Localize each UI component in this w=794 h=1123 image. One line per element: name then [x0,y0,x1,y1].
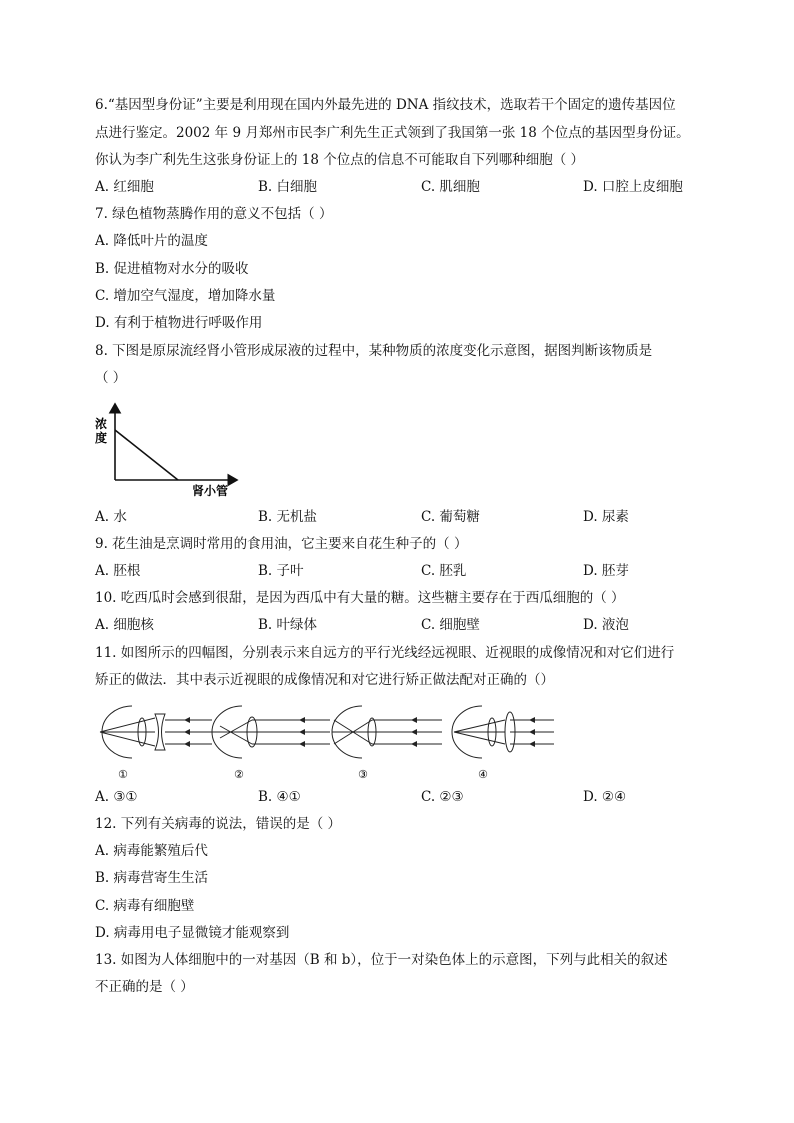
q8-stem-line-1: 8. 下图是原尿流经肾小管形成尿液的过程中，某种物质的浓度变化示意图，据图判断该物质是 [95,343,653,359]
figure-label-2: ② [234,768,244,781]
q7-option-a: A. 降低叶片的温度 [95,233,208,249]
q6-option-b: B. 白细胞 [258,179,318,195]
q10-option-b: B. 叶绿体 [258,617,318,633]
q12-stem: 12. 下列有关病毒的说法，错误的是（ ） [95,816,342,832]
q6-option-c: C. 肌细胞 [421,179,480,195]
q11-eye-diagrams [92,696,562,782]
q10-option-d: D. 液泡 [583,617,629,633]
eye-diagram-1 [100,706,212,758]
graph-ylabel-top: 浓 [95,417,108,431]
q11-option-b: B. ④① [258,789,301,805]
graph-ylabel-bottom: 度 [95,431,108,445]
q7-stem: 7. 绿色植物蒸腾作用的意义不包括（ ） [95,206,333,222]
q12-option-d: D. 病毒用电子显微镜才能观察到 [95,925,290,941]
q7-option-c: C. 增加空气湿度，增加降水量 [95,288,276,304]
q7-option-d: D. 有利于植物进行呼吸作用 [95,315,263,331]
q8-option-c: C. 葡萄糖 [421,509,480,525]
q9-option-a: A. 胚根 [95,563,141,579]
q10-stem: 10. 吃西瓜时会感到很甜，是因为西瓜中有大量的糖。这些糖主要存在于西瓜细胞的（ ） [95,590,625,606]
figure-label-4: ④ [478,768,488,781]
q9-option-b: B. 子叶 [258,563,304,579]
q6-stem-line-1: 6.“基因型身份证”主要是利用现在国内外最先进的 DNA 指纹技术，选取若干个固定的遗传基因位 [95,97,676,113]
q12-option-c: C. 病毒有细胞壁 [95,898,195,914]
q9-option-c: C. 胚乳 [421,563,467,579]
q11-option-a: A. ③① [95,789,138,805]
q9-option-d: D. 胚芽 [583,563,629,579]
q6-stem-line-2: 点进行鉴定。2002 年 9 月郑州市民李广利先生正式领到了我国第一张 18 个位点的基因型身份证。 [95,125,690,141]
eye-diagram-4 [452,706,554,758]
q12-option-b: B. 病毒营寄生生活 [95,870,209,886]
q13-stem-line-2: 不正确的是（ ） [95,979,194,995]
q10-option-c: C. 细胞壁 [421,617,480,633]
q8-option-d: D. 尿素 [583,509,629,525]
q8-concentration-graph [92,398,252,502]
eye-diagram-3 [332,706,442,758]
q11-stem-line-1: 11. 如图所示的四幅图，分别表示来自远方的平行光线经远视眼、近视眼的成像情况和对它们进行 [95,645,675,661]
q10-option-a: A. 细胞核 [95,617,154,633]
q8-option-b: B. 无机盐 [258,509,318,525]
graph-xlabel: 肾小管 [192,484,229,498]
q13-stem-line-1: 13. 如图为人体细胞中的一对基因（B 和 b），位于一对染色体上的示意图，下列与此相关的叙述 [95,952,668,968]
eye-diagram-2 [212,706,330,758]
q6-stem-line-3: 你认为李广利先生这张身份证上的 18 个位点的信息不可能取自下列哪种细胞（ ） [95,152,585,168]
q8-stem-line-2: （ ） [95,370,127,386]
q11-stem-line-2: 矫正的做法．其中表示近视眼的成像情况和对它进行矫正做法配对正确的（） [95,672,554,688]
q12-option-a: A. 病毒能繁殖后代 [95,843,208,859]
q7-option-b: B. 促进植物对水分的吸收 [95,261,249,277]
figure-label-3: ③ [358,768,368,781]
q11-option-d: D. ②④ [583,789,627,805]
q6-option-d: D. 口腔上皮细胞 [583,179,683,195]
q9-stem: 9. 花生油是烹调时常用的食用油，它主要来自花生种子的（ ） [95,536,468,552]
q11-option-c: C. ②③ [421,789,464,805]
concentration-line [115,430,178,480]
figure-label-1: ① [118,768,128,781]
q6-option-a: A. 红细胞 [95,179,154,195]
q8-option-a: A. 水 [95,509,127,525]
